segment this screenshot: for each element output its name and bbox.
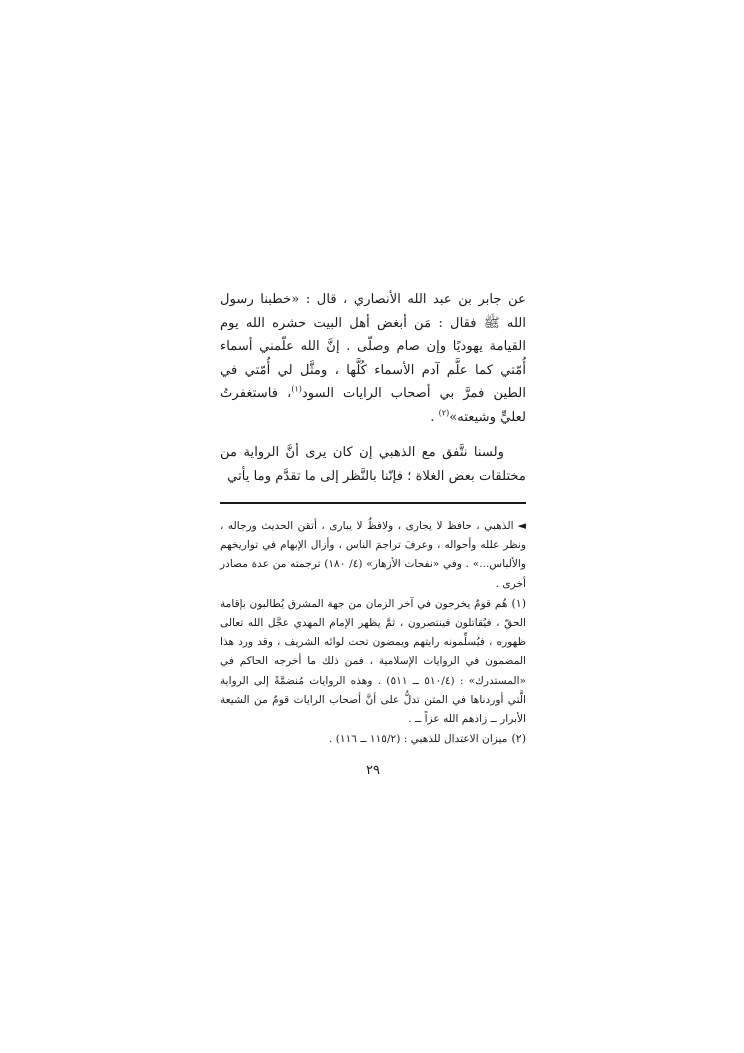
paragraph-1-text: عن جابر بن عبد الله الأنصاري ، قال : «خطبنا رسول الله ﷺ فقال : مَن أبغض أهل البيت حشره الله يوم القيامة يهوديًا وإن صام وصلّى . إنَّ الله علّمني أسماء أُمّتي كما علَّم آدم الأسماء كُلَّها ، ومثَّل لي أُمّتي في الطين فمرَّ بي أصحاب الرايات السود (220, 292, 526, 401)
footnote-2 (220, 729, 526, 749)
paragraph-1-quote-end: ، فاستغفرتُ لعليٍّ وشيعته» (220, 386, 526, 425)
continuation-arrow-icon: ◄ (517, 519, 526, 532)
footnotes-list (220, 516, 526, 749)
main-paragraph-2: ولسنا نتَّفق مع الذهبي إن كان يرى أنَّ الرواية من مختلقات بعض الغلاة ؛ فإنّنا بالنَّظر إلى ما تقدَّم وما يأتي (220, 445, 526, 484)
footnote-ref-1: (١) (291, 384, 302, 394)
paragraph-1-period: . (430, 409, 435, 425)
book-page (220, 288, 526, 788)
footnote-text: هُم قومٌ يخرجون في آخر الزمان من جهة المشرق يُطالبون بإقامة الحقّ ، فيُقاتلون فينتصرون ، ثمَّ يظهر الإمام المهدي عجَّل الله تعالى ظهوره ، فيُسلِّمونه رايتهم ويمضون تحت لوائه الشريف ، وقد ورد هذا المضمون في الروايات الإسلامية ، فمن ذلك ما أخرجه الحاكم في «المستدرك» : (٥١٠/٤ ــ ٥١١) . وهذه الروايات مُنضمَّةً إلى الرواية الَّتي أوردناها في المتن تدلُّ على أنَّ أصحاب الرايات قومٌ من الشيعة الأبرار ــ زادهم الله عزاً ــ . (220, 597, 526, 726)
page-number: ٢٩ (366, 763, 380, 778)
footnote-number: (٢) (511, 732, 526, 746)
footnote-1 (220, 594, 526, 729)
footnote-number: (١) (511, 596, 526, 610)
footnote-continuation (220, 516, 526, 594)
footnote-text: ميزان الاعتدال للذهبي : (١١٥/٢ ــ ١١٦) . (329, 733, 508, 746)
footnote-ref-2: (٢) (438, 408, 450, 418)
main-paragraph-1 (220, 288, 526, 429)
footnote-divider (220, 502, 526, 504)
footnote-text: الذهبي ، حافظ لا يجارى ، ولافظٌ لا يبارى ، أتقن الحديث ورجاله ، ونظر علله وأحواله ، وعرفَ تراجمَ الناس ، وأزال الإبهام في تواريخهم والألباس...» . وفي «نفحات الأزهار» (٤/ ١٨٠) ترجمته من عدة مصادر أخرى . (220, 520, 526, 590)
